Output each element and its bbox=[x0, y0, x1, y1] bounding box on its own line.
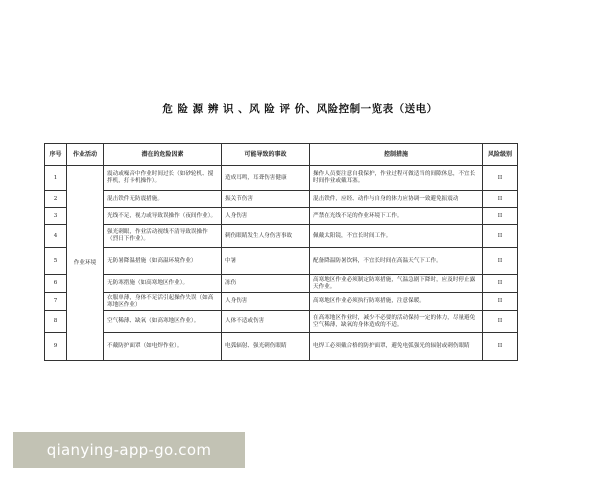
level-cell: II bbox=[483, 333, 518, 361]
table-row bbox=[45, 311, 518, 333]
level-cell: II bbox=[483, 293, 518, 311]
header-no: 序号 bbox=[45, 144, 67, 166]
measure-cell: 操作人员要注意自我保护，作业过程可做适当的间隙休息，不宜长时间作业或戴耳塞。 bbox=[310, 166, 483, 191]
hazard-cell: 衣服单薄，身体不足活引起操作失误（如高寒地区作业） bbox=[104, 293, 222, 311]
row-no: 8 bbox=[45, 311, 67, 333]
row-no: 1 bbox=[45, 166, 67, 191]
row-no: 7 bbox=[45, 293, 67, 311]
accident-cell: 中暑 bbox=[222, 248, 310, 275]
header-activity: 作业活动 bbox=[67, 144, 104, 166]
table-row bbox=[45, 275, 518, 293]
header-accident: 可能导致的事故 bbox=[222, 144, 310, 166]
header-level: 风险级别 bbox=[483, 144, 518, 166]
row-no: 4 bbox=[45, 225, 67, 248]
measure-cell: 电焊工必须戴合格的防护面罩，避免电弧强光的辐射或刺伤眼睛 bbox=[310, 333, 483, 361]
risk-assessment-table bbox=[44, 143, 518, 361]
table-row bbox=[45, 333, 518, 361]
document-title: 危 险 源 辨 识 、风 险 评 价、风险控制一览表（送电） bbox=[162, 103, 438, 115]
accident-cell: 电弧辐射、强光刺伤眼睛 bbox=[222, 333, 310, 361]
row-no: 9 bbox=[45, 333, 67, 361]
measure-cell: 配备降温防暑饮料，不宜长时间在高温天气下工作。 bbox=[310, 248, 483, 275]
header-measure: 控制措施 bbox=[310, 144, 483, 166]
activity-cell: 作业环境 bbox=[67, 166, 104, 361]
watermark-text: qianying-app-go.com bbox=[46, 441, 212, 459]
measure-cell: 严禁在光线不足的作业环境下工作。 bbox=[310, 208, 483, 225]
accident-cell: 人体不适或伤害 bbox=[222, 311, 310, 333]
table-row bbox=[45, 166, 518, 191]
level-cell: II bbox=[483, 225, 518, 248]
table-row bbox=[45, 208, 518, 225]
table-row bbox=[45, 191, 518, 208]
accident-cell: 人身伤害 bbox=[222, 208, 310, 225]
table-row bbox=[45, 248, 518, 275]
accident-cell: 造成耳鸣，耳聋伤害健康 bbox=[222, 166, 310, 191]
measure-cell: 高寒地区作业必须执行防寒措施，注意保暖。 bbox=[310, 293, 483, 311]
measure-cell: 在高寒地区作业时，减少不必要的活动保持一定的体力，尽量避免空气稀薄，缺氧的身体造成的不适。 bbox=[310, 311, 483, 333]
accident-cell: 冻伤 bbox=[222, 275, 310, 293]
measure-cell: 高寒地区作业必须制定防寒措施，气温急剧下降时，应及时停止露天作业。 bbox=[310, 275, 483, 293]
accident-cell: 刺伤眼睛发生人身伤害事故 bbox=[222, 225, 310, 248]
level-cell: II bbox=[483, 275, 518, 293]
level-cell: II bbox=[483, 248, 518, 275]
row-no: 2 bbox=[45, 191, 67, 208]
row-no: 3 bbox=[45, 208, 67, 225]
level-cell: II bbox=[483, 311, 518, 333]
hazard-cell: 无防暑降温措施（如高温环境作业） bbox=[104, 248, 222, 275]
accident-cell: 人身伤害 bbox=[222, 293, 310, 311]
accident-cell: 振关节伤害 bbox=[222, 191, 310, 208]
hazard-cell: 混击铁件无防震措施。 bbox=[104, 191, 222, 208]
measure-cell: 混击铁件，应经、动作与自身的体力应协调一致避免振震动 bbox=[310, 191, 483, 208]
table-row bbox=[45, 225, 518, 248]
table-row bbox=[45, 293, 518, 311]
table-header-row bbox=[45, 144, 518, 166]
level-cell: II bbox=[483, 208, 518, 225]
watermark-banner bbox=[13, 432, 245, 468]
measure-cell: 佩戴太阳镜，不宜长时间工作。 bbox=[310, 225, 483, 248]
hazard-cell: 无防寒措施（如高寒地区作业）。 bbox=[104, 275, 222, 293]
hazard-cell: 强光刺眼，作业活动视线不清导致误操作（烈日下作业）。 bbox=[104, 225, 222, 248]
level-cell: II bbox=[483, 166, 518, 191]
hazard-cell: 空气稀薄、缺氧（如高寒地区作业）。 bbox=[104, 311, 222, 333]
level-cell: II bbox=[483, 191, 518, 208]
row-no: 6 bbox=[45, 275, 67, 293]
hazard-cell: 震动或噪音中作业时间过长（如砂轮机、搅拌机，打卡机操作）。 bbox=[104, 166, 222, 191]
header-hazard: 潜在的危险因素 bbox=[104, 144, 222, 166]
row-no: 5 bbox=[45, 248, 67, 275]
hazard-cell: 不戴防护面罩（如电焊作业）。 bbox=[104, 333, 222, 361]
hazard-cell: 光线不足，视力或导致误操作（夜间作业）。 bbox=[104, 208, 222, 225]
